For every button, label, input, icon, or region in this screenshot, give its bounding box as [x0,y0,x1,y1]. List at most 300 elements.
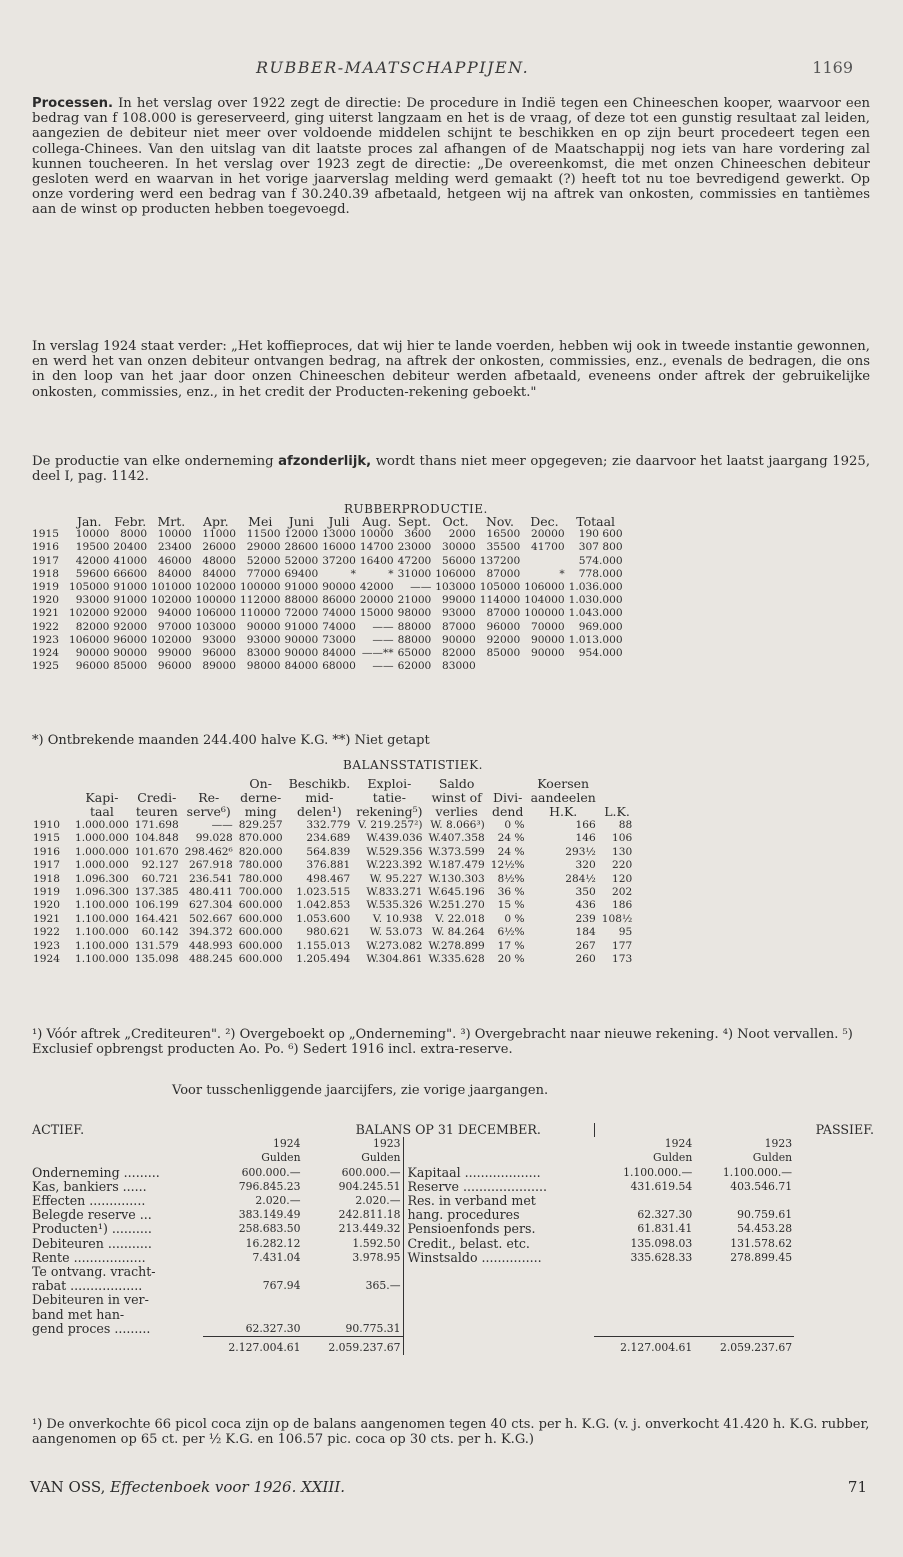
value-cell: 1.096.300 [74,886,129,899]
table-row [30,607,625,620]
value-cell: W.304.861 [366,953,423,966]
balance-sheet [30,1123,876,1355]
value-cell [567,660,625,673]
paragraph-production-note [32,454,870,484]
column-header: Re- [198,790,220,805]
value-cell: 307 800 [578,541,623,554]
value-cell: 2.020.— [355,1194,401,1208]
value-cell: —— [372,620,394,633]
value-cell: 84000 [284,660,319,673]
year-cell: 1921 [32,607,59,620]
value-cell: 12½% [490,859,525,872]
value-cell: 1.053.600 [296,912,351,925]
table-row [30,846,635,859]
column-header: Saldo [438,776,475,791]
value-cell: —— [372,633,394,646]
passief-item: Winstsaldo ............... [403,1251,594,1265]
value-cell: 3600 [404,528,432,541]
value-cell: 92000 [486,633,521,646]
column-header [599,777,636,791]
actief-item: Debiteuren in ver- [32,1292,149,1308]
note-text: De productie van elke onderneming [32,454,279,469]
value-cell: 20400 [113,541,148,554]
year-cell: 1920 [32,594,59,607]
table-row [30,832,635,845]
value-cell: 6½% [497,926,525,939]
balance-sheet-footnote: ¹) De onverkochte 66 picol coca zijn op de balans aangenomen tegen 40 cts. per h. K.G. (v. j. onverkocht 41.420 h. K.G. rubber, aangenomen op 65 ct. per ½ K.G. en 106.57 pic. coca op 30 cts. per h. K.G.) [32,1417,870,1447]
year-cell: 1918 [32,567,59,580]
actief-item: gend proces ......... [32,1321,151,1337]
value-cell: 1.013.000 [568,633,623,646]
passief-item [403,1265,594,1279]
value-cell: 90000 [322,581,356,594]
column-header [488,777,528,791]
value-cell: V. 10.938 [372,912,423,925]
value-cell: 90.759.61 [737,1208,793,1222]
value-cell: 8½% [497,872,525,885]
spacer [694,1123,794,1137]
value-cell [303,1293,403,1307]
value-cell: 90000 [442,633,476,646]
value-cell: 600.000 [238,953,283,966]
value-cell: 1.592.50 [352,1236,401,1250]
value-cell: 780.000 [238,872,283,885]
value-cell: 796.845.23 [238,1179,301,1193]
actief-item: Effecten .............. [32,1193,146,1209]
value-cell: 220 [612,859,633,872]
value-cell: 350 [575,886,596,899]
value-cell: 102000 [151,633,192,646]
actief-item: Producten¹) .......... [32,1221,152,1237]
value-cell: 90000 [246,620,281,633]
value-cell: 1.096.300 [74,872,129,885]
table-row [30,1279,876,1293]
value-cell: 106000 [195,607,237,620]
spacer [594,1123,694,1137]
footer-book: Effectenboek voor 1926. [110,1478,297,1496]
value-cell [303,1265,403,1279]
value-cell: 969.000 [578,620,623,633]
column-header: winst of [431,790,482,805]
column-header: derne- [240,790,282,805]
value-cell: W.833.271 [366,886,423,899]
value-cell: 66600 [113,567,148,580]
table-row [30,940,635,953]
value-cell: 90000 [284,647,319,660]
value-cell: * [388,567,394,580]
year-cell: 1925 [32,660,59,673]
table-row [30,913,635,926]
balance-stats-footnote: ¹) Vóór aftrek „Crediteuren". ²) Overgeboekt op „Onderneming". ³) Overgebracht naar nieuwe rekening. ⁴) Noot vervallen. ⁵) Exclusief opbrengst producten Ao. Po. ⁶) Sedert 1916 incl. extra-reserve. [32,1027,853,1057]
column-header: Mrt. [157,514,186,529]
column-header: Divi- [493,790,523,805]
production-header-row [30,515,625,528]
column-header: Juli [328,514,350,529]
value-cell: 14700 [359,541,394,554]
value-cell: 11000 [202,528,237,541]
value-cell: 100000 [524,607,565,620]
value-cell: 101.670 [134,845,179,858]
table-row [30,1166,876,1180]
value-cell: 90000 [530,647,565,660]
value-cell: 335.628.33 [630,1250,693,1264]
value-cell: 90000 [75,647,110,660]
table-row [30,859,635,872]
value-cell: 62000 [397,660,432,673]
value-cell: 213.449.32 [338,1222,401,1236]
year-header: 1923 [764,1137,793,1151]
table-row [30,568,625,581]
value-cell: 26000 [202,541,237,554]
value-cell: 100000 [240,581,281,594]
value-cell: 74000 [322,620,356,633]
value-cell: 23400 [157,541,192,554]
table-row [30,528,625,541]
value-cell: 284½ [565,872,596,885]
value-cell: 29000 [246,541,281,554]
value-cell: 15 % [497,899,525,912]
value-cell: 24 % [497,832,525,845]
table-row [30,647,625,660]
value-cell [694,1194,794,1208]
value-cell: 82000 [75,620,110,633]
value-cell: W.223.392 [366,859,423,872]
year-cell: 1922 [32,620,59,633]
value-cell: 97000 [157,620,192,633]
value-cell: 780.000 [238,859,283,872]
footer-author: VAN OSS, [30,1478,106,1496]
value-cell: 24 % [497,845,525,858]
table-row [30,899,635,912]
column-header: Febr. [114,514,147,529]
passief-item [403,1322,594,1337]
paragraph-body: In het verslag over 1922 zegt de directie: De procedure in Indië tegen een Chineeschen kooper, waarvoor een bedrag van f 108.000 is gereserveerd, ging uiterst langzaam en het is de vraag, of deze tot een gunstig resultaat zal leiden, aangezien de debiteur niet meer over voldoende middelen schijnt te beschikken en op zijn beurt procedeert tegen een collega-Chinees. Van den uitslag van dit laatste proces zal afhangen of de Maatschappij nog iets van hare vordering zal kunnen toucheeren. In het verslag over 1923 zegt de directie: „De overeenkomst, die met onzen Chineeschen debiteur gesloten werd en waarvan in het vorige jaarverslag melding werd gemaakt (?) heeft tot nu toe bevredigend gewerkt. Op onze vordering werd een bedrag van f 30.240.39 afbetaald, hetgeen wij na aftrek van onkosten, commissies en tantièmes aan de winst op producten hebben toegevoegd. [32,96,870,218]
spacer [403,1137,594,1151]
actief-item: Onderneming ......... [32,1164,160,1180]
value-cell: 436 [575,899,596,912]
value-cell: 242.811.18 [338,1208,401,1222]
stats-header-row [30,791,635,805]
column-header: On- [249,776,272,791]
value-cell: 48000 [202,554,237,567]
value-cell: 260 [575,953,596,966]
actief-item: Te ontvang. vracht- [32,1264,156,1280]
value-cell: W.251.270 [428,899,485,912]
value-cell: 83000 [442,660,476,673]
total-cell: 2.059.237.67 [303,1337,403,1356]
year-cell: 1923 [32,633,59,646]
table-row [30,1308,876,1322]
value-cell: * [350,567,356,580]
column-header: aandeelen [530,790,596,805]
value-cell: W.373.599 [428,845,485,858]
column-header: Aug. [362,514,392,529]
value-cell: 74000 [322,607,356,620]
value-cell: 114000 [479,594,521,607]
value-cell: 166 [575,819,596,831]
value-cell: 2000 [448,528,476,541]
year-cell: 1924 [32,647,59,660]
passief-label: PASSIEF. [815,1122,874,1137]
paragraph-processes [32,96,870,218]
value-cell: 90.775.31 [345,1321,401,1335]
value-cell: 94000 [157,607,192,620]
value-cell: 35500 [486,541,521,554]
value-cell [594,1308,694,1322]
value-cell: 173 [612,953,633,966]
value-cell: 1.043.000 [568,607,623,620]
value-cell: 92.127 [141,859,179,872]
column-header [72,777,132,791]
column-header: Dec. [530,514,559,529]
table-row [30,1137,876,1151]
value-cell [594,1322,694,1337]
spacer [403,1337,594,1356]
table-row [30,953,635,966]
actief-item: Debiteuren ........... [32,1235,152,1251]
unit-header: Gulden [361,1151,401,1165]
value-cell: W.273.082 [366,939,423,952]
value-cell: 96000 [202,647,237,660]
value-cell: 70000 [530,620,565,633]
column-header: Nov. [485,514,514,529]
column-header: dend [491,804,524,819]
value-cell: 1.030.000 [568,594,623,607]
column-header: Mei [248,514,273,529]
passief-item [403,1308,594,1322]
value-cell: 36 % [497,886,525,899]
value-cell: 1.100.000 [74,953,129,966]
value-cell: 186 [612,899,633,912]
value-cell: 82000 [442,647,476,660]
value-cell [594,1293,694,1307]
note-text-end: wordt thans niet meer opgegeven; zie daarvoor het laatst jaargang 1925, deel I, pag. 1142. [32,454,871,485]
value-cell: 267 [575,939,596,952]
value-cell: 0 % [504,819,525,831]
value-cell: 102000 [195,581,237,594]
value-cell: 93000 [202,633,237,646]
value-cell: 131.578.62 [730,1236,793,1250]
value-cell: 1.000.000 [74,819,129,831]
value-cell: 31000 [397,567,432,580]
balance-stats-note: Voor tusschenliggende jaarcijfers, zie vorige jaargangen. [172,1083,549,1098]
spacer [203,1123,303,1137]
table-row [30,1237,876,1251]
value-cell: 829.257 [238,819,283,831]
value-cell: 778.000 [578,567,623,580]
table-row [30,660,625,673]
value-cell: 298.462⁶ [184,845,233,858]
value-cell: 403.546.71 [730,1179,793,1193]
value-cell: 767.94 [262,1279,301,1293]
value-cell: 60.721 [141,872,179,885]
running-header [0,58,903,82]
paragraph-coffee-case: In verslag 1924 staat verder: „Het koffieproces, dat wij hier te lande voerden, hebben wij ook in tweede instantie gewonnen, en werd het van onzen debiteur ontvangen bedrag, na aftrek der onkosten, commissies, enz., evenals de bedragen, die ons in den loop van het jaar door onzen Chineeschen debiteur werden afbetaald, eveneens onder aftrek der gebruikelijke onkosten, commissies, enz., in het credit der Producten-rekening geboekt." [32,339,870,400]
value-cell: 1.155.013 [296,939,351,952]
value-cell: 184 [575,926,596,939]
value-cell: 30000 [442,541,476,554]
value-cell: 700.000 [238,886,283,899]
value-cell [694,1265,794,1279]
value-cell: 52000 [246,554,281,567]
footer-imprint [30,1478,345,1496]
value-cell: 135.098.03 [630,1236,693,1250]
value-cell: 202 [612,886,633,899]
value-cell [694,1279,794,1293]
value-cell: 96000 [75,660,110,673]
value-cell: 42000 [75,554,110,567]
value-cell: 112000 [240,594,281,607]
value-cell: 904.245.51 [338,1179,401,1193]
balance-stats-table [30,777,635,966]
value-cell: 1.000.000 [74,859,129,872]
value-cell: 105000 [479,581,521,594]
page-number: 1169 [812,58,853,77]
value-cell: 15000 [359,607,394,620]
value-cell: 600.000 [238,899,283,912]
value-cell: 84000 [157,567,192,580]
value-cell: 84000 [202,567,237,580]
actief-item: Belegde reserve ... [32,1207,152,1223]
column-header [30,805,72,819]
value-cell: 574.000 [578,554,623,567]
column-header: Kapi- [85,790,119,805]
value-cell: 146 [575,832,596,845]
value-cell: 177 [612,939,633,952]
value-cell: 332.779 [306,819,351,831]
table-row [30,1151,876,1165]
value-cell: 61.831.41 [637,1222,693,1236]
value-cell: 99.028 [195,832,233,845]
table-row [30,926,635,939]
value-cell: 93000 [246,633,281,646]
table-row [30,1265,876,1279]
value-cell: 42000 [359,581,394,594]
value-cell: 91000 [113,581,148,594]
unit-header: Gulden [752,1151,793,1165]
value-cell: 8000 [120,528,148,541]
year-cell: 1920 [33,899,60,912]
value-cell: 102000 [151,594,192,607]
column-header: Exploi- [367,776,412,791]
unit-header: Gulden [652,1151,693,1165]
table-row [30,1337,876,1356]
value-cell: 564.839 [306,845,351,858]
year-cell: 1915 [32,528,59,541]
value-cell: 17 % [497,939,525,952]
value-cell: 13000 [322,528,356,541]
table-row [30,1293,876,1307]
value-cell: 21000 [397,594,432,607]
value-cell: 1.100.000.— [722,1165,793,1179]
value-cell: 28600 [284,541,319,554]
value-cell: 92000 [113,620,148,633]
value-cell: 106 [612,832,633,845]
column-header: mid- [305,790,334,805]
value-cell: 16.282.12 [245,1236,301,1250]
value-cell: W. 84.264 [431,926,485,939]
value-cell: 10000 [75,528,110,541]
year-cell: 1916 [33,845,60,858]
value-cell: 87000 [486,567,521,580]
value-cell: 1.036.000 [568,581,623,594]
balance-stats-title: BALANSSTATISTIEK. [343,758,483,772]
value-cell: W. 95.227 [369,872,423,885]
value-cell: 101000 [151,581,192,594]
column-header: Juni [288,514,314,529]
value-cell: 20000 [530,528,565,541]
value-cell: 600.000 [238,926,283,939]
value-cell: W.335.628 [428,953,485,966]
column-header: Sept. [397,514,431,529]
passief-item: Kapitaal ................... [403,1166,594,1180]
year-cell: 1924 [33,953,60,966]
value-cell: W. 8.066³) [430,819,485,831]
column-header: Koersen [537,776,590,791]
column-header: ming [244,804,277,819]
value-cell: 60.142 [141,926,179,939]
value-cell: 137200 [479,554,521,567]
column-header: taal [89,804,114,819]
value-cell: 12000 [284,528,319,541]
table-row [30,594,625,607]
value-cell: 258.683.50 [238,1222,301,1236]
total-cell: 2.127.004.61 [594,1337,694,1356]
value-cell: 234.689 [306,832,351,845]
value-cell: * [559,567,565,580]
value-cell: 137.385 [134,886,179,899]
value-cell: 7.431.04 [252,1250,301,1264]
unit-header: Gulden [261,1151,301,1165]
column-header [182,777,236,791]
spacer [30,1337,203,1356]
value-cell: 62.327.30 [637,1208,693,1222]
value-cell: 91000 [113,594,148,607]
value-cell: 52000 [284,554,319,567]
value-cell: 239 [575,912,596,925]
value-cell: 164.421 [134,912,179,925]
value-cell [478,660,522,673]
actief-item: Kas, bankiers ...... [32,1178,147,1194]
actief-label: ACTIEF. [32,1122,85,1137]
value-cell: 320 [575,859,596,872]
value-cell: 2.020.— [255,1194,301,1208]
value-cell: 72000 [284,607,319,620]
value-cell: 54.453.28 [737,1222,793,1236]
value-cell: 88000 [284,594,319,607]
footer-volume: XXIII. [301,1478,346,1496]
value-cell: 46000 [157,554,192,567]
value-cell [594,1265,694,1279]
year-cell: 1921 [33,912,60,925]
value-cell: 627.304 [188,899,233,912]
total-cell: 2.127.004.61 [203,1337,303,1356]
column-header [132,777,182,791]
table-row [30,1322,876,1337]
table-row [30,1180,876,1194]
year-cell: 1917 [33,859,60,872]
value-cell: 480.411 [188,886,233,899]
value-cell [594,1279,694,1293]
year-cell: 1919 [32,581,59,594]
value-cell: W.130.303 [428,872,485,885]
value-cell: 91000 [284,620,319,633]
passief-item: Res. in verband met [403,1194,594,1208]
value-cell: 600.000 [238,939,283,952]
value-cell: 96000 [486,620,521,633]
value-cell: 10000 [157,528,192,541]
spacer [30,1151,203,1165]
